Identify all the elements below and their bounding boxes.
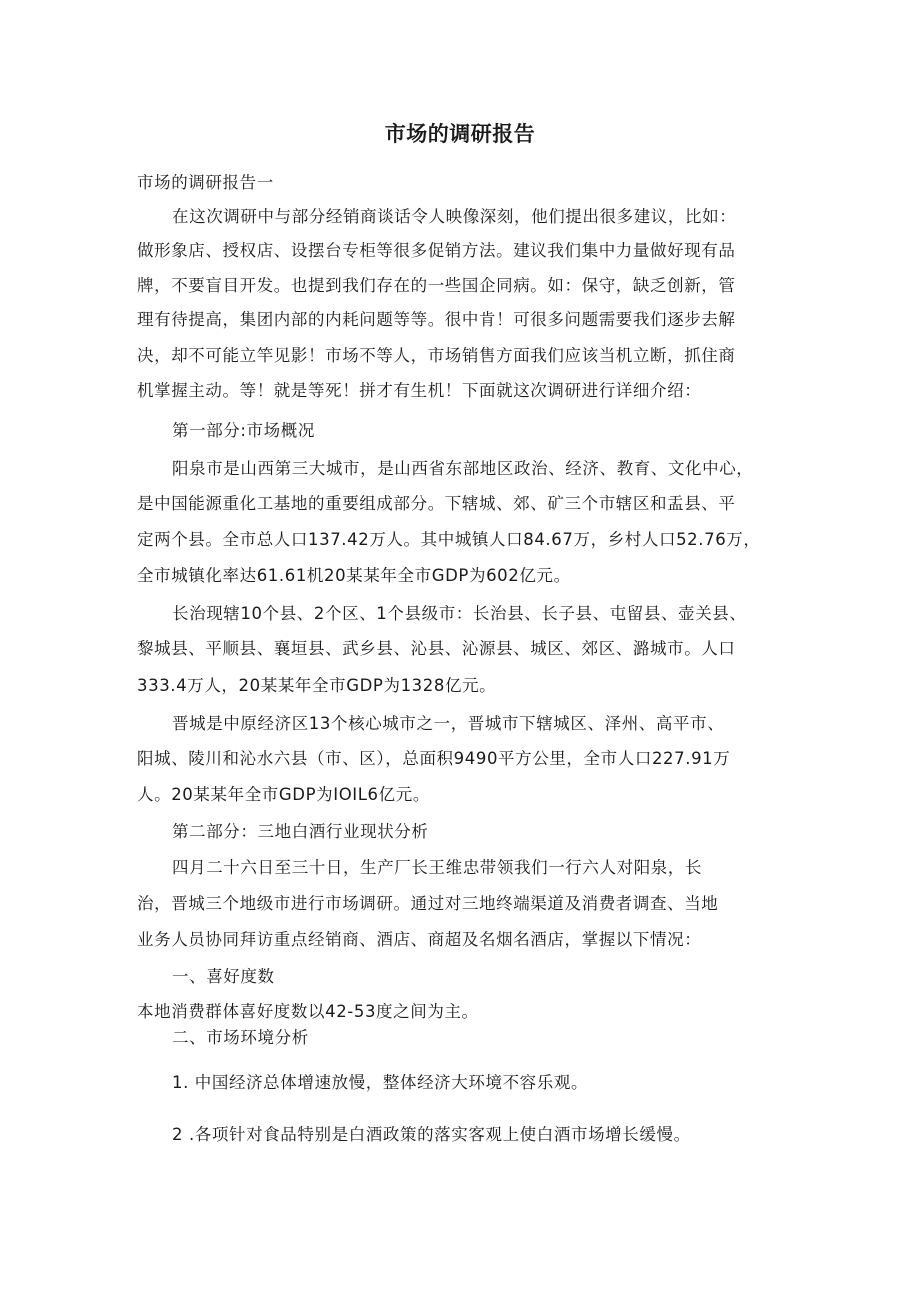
paragraph-line: 业务人员协同拜访重点经销商、酒店、商超及名烟名酒店，掌握以下情况：: [137, 930, 702, 949]
paragraph-line: 晋城是中原经济区13个核心城市之一，晋城市下辖城区、泽州、高平市、: [172, 714, 725, 733]
list-item: 1. 中国经济总体增速放慢，整体经济大环境不容乐观。: [172, 1073, 589, 1092]
section-heading: 市场的调研报告一: [137, 173, 274, 192]
paragraph-line: 牌，不要盲目开发。也提到我们存在的一些国企同病。如：保守，缺乏创新，管: [137, 276, 736, 295]
paragraph-line: 333.4万人，20某某年全市GDP为1328亿元。: [137, 676, 497, 695]
paragraph-line: 是中国能源重化工基地的重要组成部分。下辖城、郊、矿三个市辖区和盂县、平: [137, 494, 736, 513]
paragraph-line: 决，却不可能立竿见影！市场不等人，市场销售方面我们应该当机立断，抓住商: [137, 346, 736, 365]
paragraph-line: 治，晋城三个地级市进行市场调研。通过对三地终端渠道及消费者调查、当地: [137, 894, 719, 913]
paragraph-line: 黎城县、平顺县、襄垣县、武乡县、沁县、沁源县、城区、郊区、潞城市。人口: [137, 639, 736, 658]
section-heading: 第一部分:市场概况: [172, 421, 315, 440]
paragraph-line: 阳泉市是山西第三大城市，是山西省东部地区政治、经济、教育、文化中心，: [172, 459, 754, 478]
list-item: 2 .各项针对食品特别是白酒政策的落实客观上使白酒市场增长缓慢。: [172, 1125, 691, 1144]
section-heading: 二、市场环境分析: [172, 1028, 309, 1047]
paragraph-line: 做形象店、授权店、设摆台专柜等很多促销方法。建议我们集中力量做好现有品: [137, 241, 736, 260]
section-heading: 一、喜好度数: [172, 967, 275, 986]
paragraph-line: 理有待提高，集团内部的内耗问题等等。很中肯！可很多问题需要我们逐步去解: [137, 310, 736, 329]
paragraph-line: 全市城镇化率达61.61机20某某年全市GDP为602亿元。: [137, 566, 571, 585]
section-heading: 第二部分：三地白酒行业现状分析: [172, 822, 429, 841]
paragraph-line: 四月二十六日至三十日，生产厂长王维忠带领我们一行六人对阳泉，长: [172, 858, 703, 877]
paragraph-line: 长治现辖10个县、2个区、1个县级市：长治县、长子县、屯留县、壶关县、: [172, 604, 747, 623]
paragraph-line: 本地消费群体喜好度数以42-53度之间为主。: [137, 1002, 479, 1021]
paragraph-line: 机掌握主动。等！就是等死！拼才有生机！下面就这次调研进行详细介绍：: [137, 381, 702, 400]
document-title: 市场的调研报告: [384, 122, 536, 146]
paragraph-line: 在这次调研中与部分经销商谈话令人映像深刻，他们提出很多建议，比如：: [172, 207, 737, 226]
paragraph-line: 阳城、陵川和沁水六县（市、区），总面积9490平方公里，全市人口227.91万: [137, 749, 731, 768]
paragraph-line: 定两个县。全市总人口137.42万人。其中城镇人口84.67万，乡村人口52.76万，: [137, 530, 761, 549]
paragraph-line: 人。20某某年全市GDP为IOIL6亿元。: [137, 785, 430, 804]
